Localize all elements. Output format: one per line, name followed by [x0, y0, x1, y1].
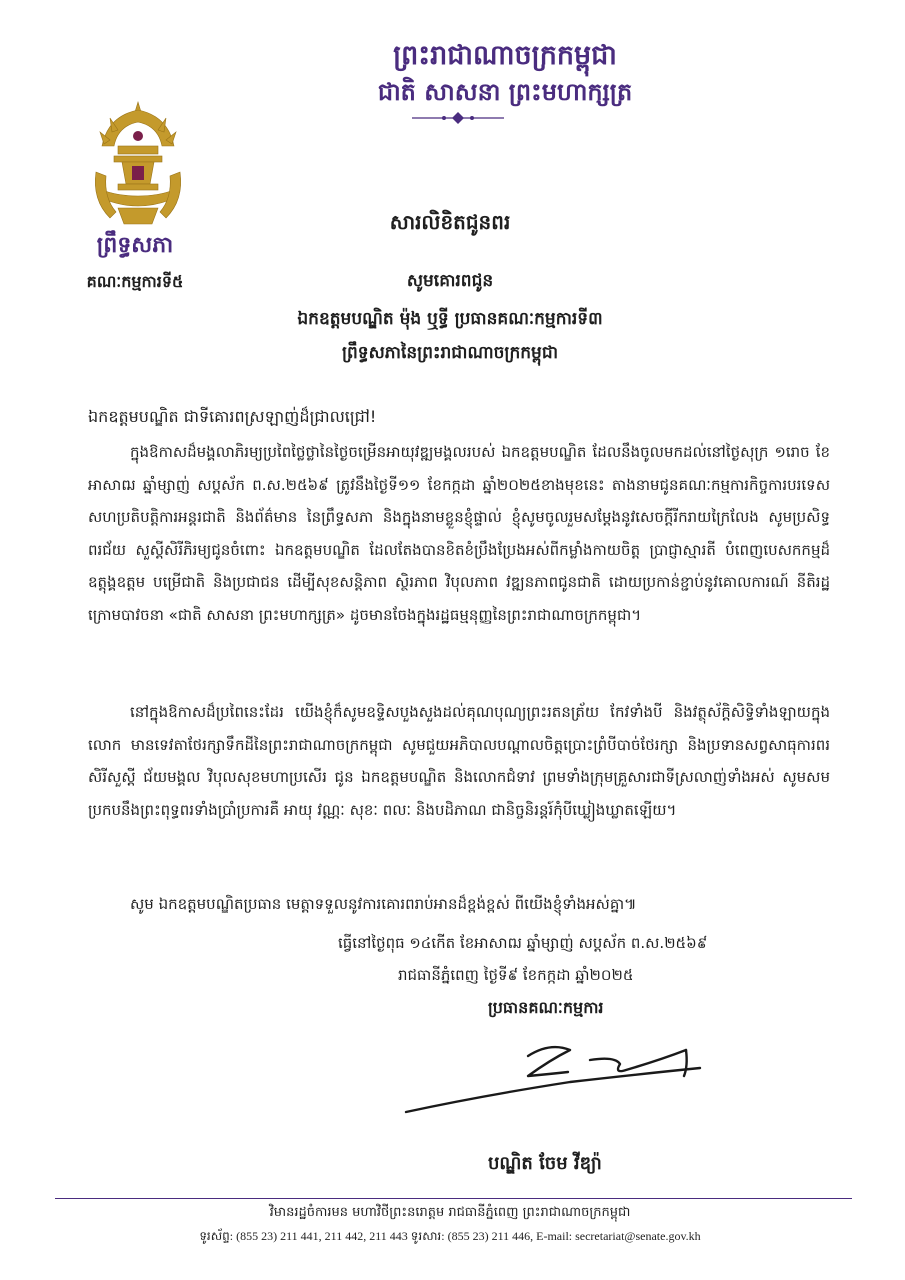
footer-address: វិមានរដ្ឋចំការមន មហាវិថីព្រះនរោត្តម រាជធានីភ្នំពេញ ព្រះរាជាណាចក្រកម្ពុជា [269, 1205, 631, 1220]
lunar-date: ធ្វើនៅថ្ងៃពុធ ១៤កើត ខែអាសាឍ ឆ្នាំម្សាញ់ សប្តស័ក ព.ស.២៥៦៩ [338, 934, 708, 952]
signer-name: បណ្ឌិត ចែម វីឌ្យ៉ា [488, 1153, 602, 1174]
handwritten-signature [400, 1030, 730, 1130]
footer-contact: ទូរស័ព្ទ: (855 23) 211 441, 211 442, 211 443 ទូរសារ: (855 23) 211 446, E-mail: secretariat@senate.gov.kh [199, 1229, 701, 1243]
body-paragraph: នៅក្នុងឱកាសដ៏ប្រពៃនេះដែរ យើងខ្ញុំក៏សូមឧទ្ទិសបួងសួងដល់គុណបុណ្យព្រះរតនត្រ័យ កែវទាំងបី និងវត្ថុស័ក្តិសិទ្ធិទាំងឡាយក្នុងលោក មានទេវតាថែរក្សាទឹកដីនៃព្រះរាជាណាចក្រកម្ពុជា សូមជួយអភិបាលបណ្តាលចិត្តប្រោះព្រំបីបាច់ថែរក្សា និងប្រទានសព្វសាធុការពរ សិរីសួស្តី ជ័យមង្គល វិបុលសុខមហាប្រសើរ ជូន ឯកឧត្តមបណ្ឌិត និងលោកជំទាវ ព្រមទាំងក្រុមគ្រួសារជាទីស្រលាញ់ទាំងអស់ សូមសមប្រកបនឹងព្រះពុទ្ធពរទាំងប្រាំប្រការគឺ អាយុ វណ្ណៈ សុខៈ ពលៈ និងបដិភាណ ជានិច្ចនិរន្តរ៍កុំបីឃ្លៀងឃ្លាតឡើយ។ [88, 703, 830, 819]
committee-name: គណៈកម្មការទី៥ [86, 272, 184, 291]
senate-emblem-icon [88, 100, 188, 232]
national-motto: ជាតិ សាសនា ព្រះមហាក្សត្រ [377, 78, 633, 106]
place-date: រាជធានីភ្នំពេញ ថ្ងៃទី៩ ខែកក្កដា ឆ្នាំ២០២៥ [398, 966, 634, 984]
divider-ornament [410, 110, 506, 126]
address-line: សូមគោរពជូន [406, 271, 494, 291]
address-line: ឯកឧត្តមបណ្ឌិត ម៉ុង ឬទ្ធី ប្រធានគណៈកម្មការទី៣ [297, 309, 603, 329]
body-paragraph: សូម ឯកឧត្តមបណ្ឌិតប្រធាន មេត្តាទទួលនូវការគោរពរាប់អានដ៏ខ្ពង់ខ្ពស់ ពីយើងខ្ញុំទាំងអស់គ្នា៕ [130, 895, 637, 913]
salutation: ឯកឧត្តមបណ្ឌិត ជាទីគោរពស្រឡាញ់ដ៏ជ្រាលជ្រៅ! [88, 407, 377, 426]
signer-title: ប្រធានគណៈកម្មការ [488, 998, 604, 1017]
address-line: ព្រឹទ្ធសភានៃព្រះរាជាណាចក្រកម្ពុជា [341, 343, 559, 363]
institution-name: ព្រឹទ្ធសភា [96, 233, 174, 258]
document-title: សារលិខិតជូនពរ [389, 210, 511, 234]
kingdom-heading: ព្រះរាជាណាចក្រកម្ពុជា [393, 40, 617, 71]
footer-divider [55, 1198, 852, 1199]
body-paragraph: ក្នុងឱកាសដ៏មង្គលាភិរម្យប្រពៃថ្លៃថ្លានៃថ្ងៃចម្រើនអាយុវឌ្ឍមង្គលរបស់ ឯកឧត្តមបណ្ឌិត ដែលនឹងចូលមកដល់នៅថ្ងៃសុក្រ ១រោច ខែអាសាឍ ឆ្នាំម្សាញ់ សប្តស័ក ព.ស.២៥៦៩ ត្រូវនឹងថ្ងៃទី១១ ខែកក្កដា ឆ្នាំ២០២៥ខាងមុខនេះ តាងនាមជូនគណៈកម្មការកិច្ចការបរទេស សហប្រតិបត្តិការអន្តរជាតិ និងព័ត៌មាន នៃព្រឹទ្ធសភា និងក្នុងនាមខ្លួនខ្ញុំផ្ទាល់ ខ្ញុំសូមចូលរួមសម្តែងនូវសេចក្តីរីករាយក្រៃលែង សូមប្រសិទ្ធពរជ័យ សួស្តីសិរីភិរម្យជូនចំពោះ ឯកឧត្តមបណ្ឌិត ដែលតែងបានខិតខំប្រឹងប្រែងអស់ពីកម្លាំងកាយចិត្ត ប្រាជ្ញាស្មារតី បំពេញបេសកកម្មដ៏ឧត្តុង្គឧត្តម បម្រើជាតិ និងប្រជាជន ដើម្បីសុខសន្តិភាព ស្ថិរភាព វិបុលភាព វឌ្ឍនភាពជូនជាតិ ដោយប្រកាន់ខ្ជាប់នូវគោលការណ៍ នីតិរដ្ឋ ក្រោមបាវចនា «ជាតិ សាសនា ព្រះមហាក្សត្រ» ដូចមានចែងក្នុងរដ្ឋធម្មនុញ្ញនៃព្រះរាជាណាចក្រកម្ពុជា។ [88, 443, 830, 624]
